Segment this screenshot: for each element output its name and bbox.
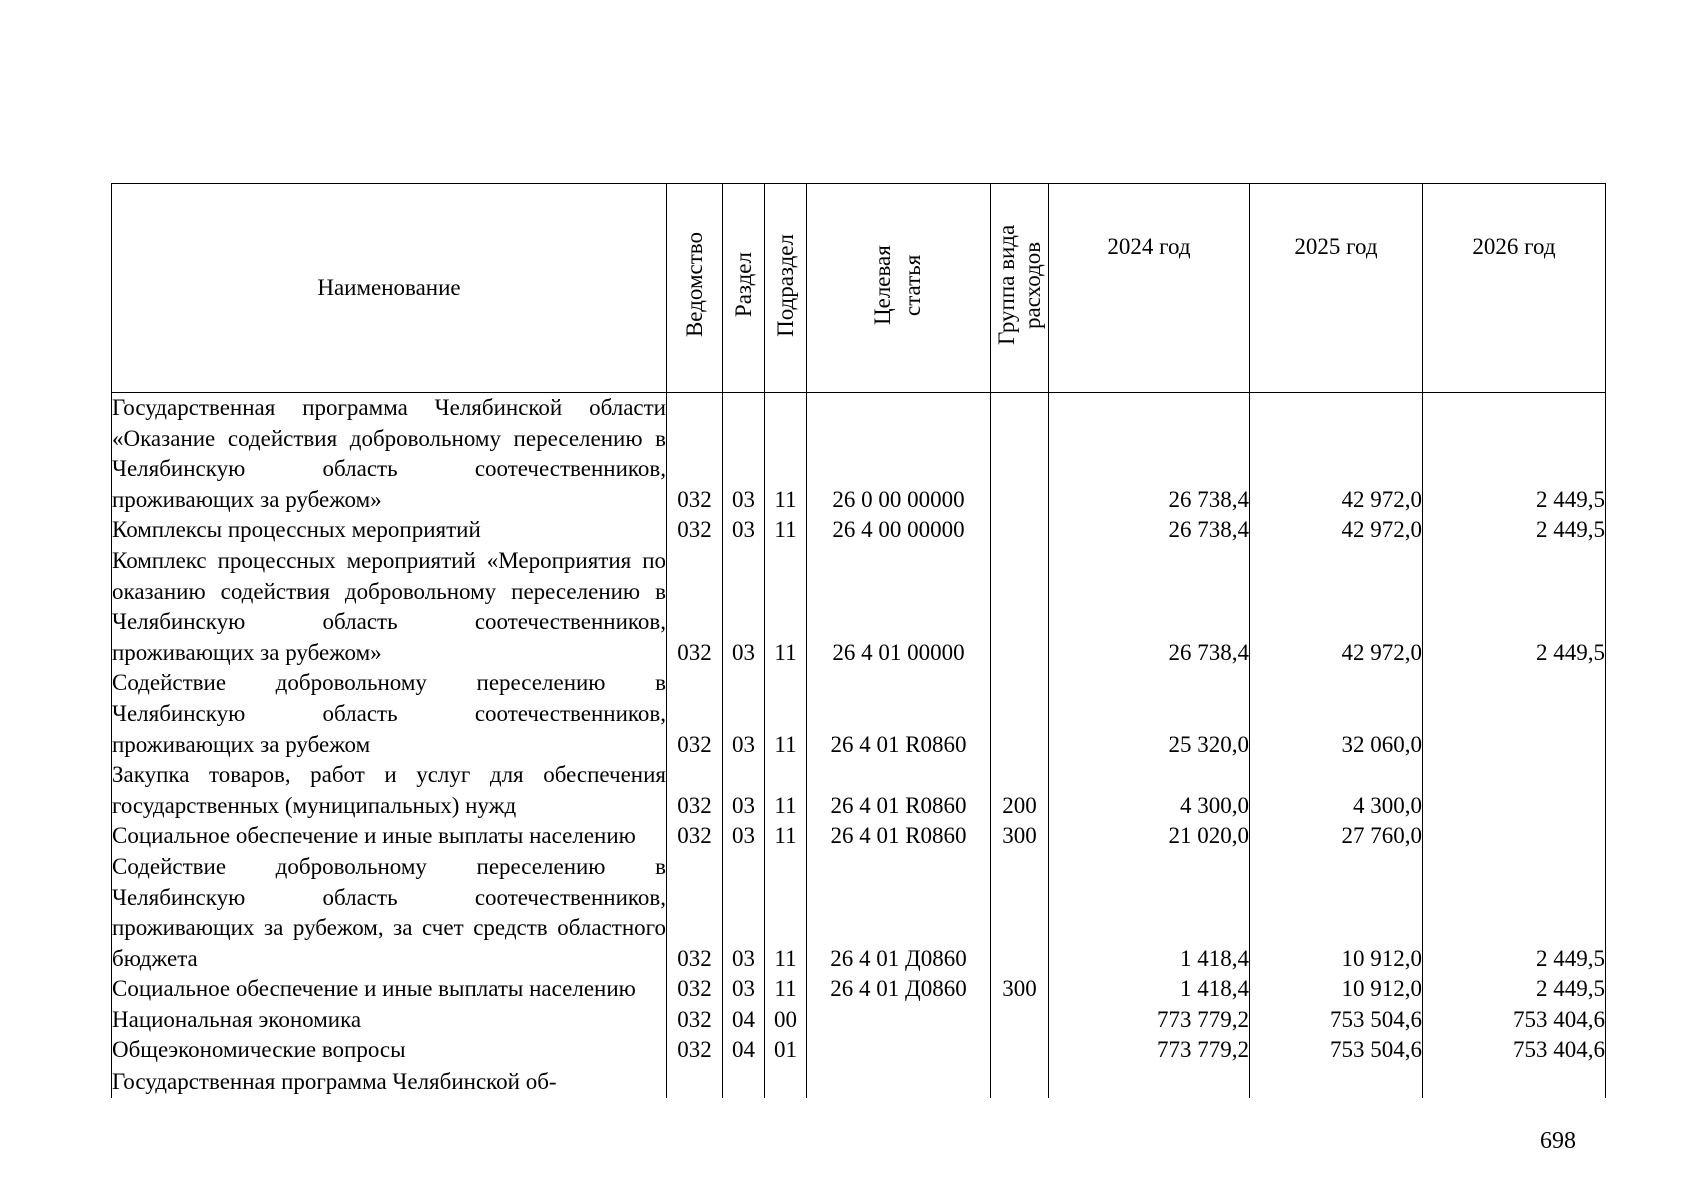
razdel-cell: [723, 1066, 765, 1098]
table-row: [112, 393, 1606, 516]
y2024-cell: 21 020,0: [1049, 821, 1250, 852]
budget-table: [111, 183, 1606, 1098]
header-gruppa: Группа вида расходов: [991, 184, 1049, 393]
vedomstvo-cell: 032: [667, 668, 723, 760]
header-2026: 2026 год: [1423, 184, 1606, 393]
podrazdel-cell: 11: [765, 821, 807, 852]
y2026-cell: [1423, 1066, 1606, 1098]
gruppa-cell: [991, 852, 1049, 974]
gruppa-cell: [991, 515, 1049, 546]
header-celevaya: Целевая статья: [807, 184, 991, 393]
header-2024: 2024 год: [1049, 184, 1250, 393]
name-cell: Комплекс процессных мероприятий «Мероприятия по оказанию содействия добровольному переселению в Челябинскую область соотечественников, проживающих за рубежом»: [112, 546, 667, 668]
podrazdel-cell: 00: [765, 1005, 807, 1036]
gruppa-cell: [991, 1066, 1049, 1098]
razdel-cell: 03: [723, 852, 765, 974]
y2024-cell: 1 418,4: [1049, 974, 1250, 1005]
podrazdel-cell: 11: [765, 668, 807, 760]
y2025-cell: 753 504,6: [1250, 1035, 1423, 1066]
gruppa-cell: [991, 393, 1049, 516]
y2024-cell: [1049, 1066, 1250, 1098]
name-cell: Комплексы процессных мероприятий: [112, 515, 667, 546]
table-row: [112, 546, 1606, 668]
y2026-cell: 2 449,5: [1423, 852, 1606, 974]
y2025-cell: 32 060,0: [1250, 668, 1423, 760]
header-razdel: Раздел: [723, 184, 765, 393]
celevaya-cell: 26 4 01 R0860: [807, 760, 991, 821]
name-cell: Государственная программа Челябинской области «Оказание содействия добровольному переселению в Челябинскую область соотечественников, проживающих за рубежом»: [112, 393, 667, 516]
celevaya-cell: [807, 1035, 991, 1066]
y2024-cell: 25 320,0: [1049, 668, 1250, 760]
y2025-cell: 42 972,0: [1250, 393, 1423, 516]
vedomstvo-cell: 032: [667, 1035, 723, 1066]
name-cell: Содействие добровольному переселению в Челябинскую область соотечественников, проживающих за рубежом, за счет средств областного бюджета: [112, 852, 667, 974]
razdel-cell: 03: [723, 974, 765, 1005]
y2025-cell: 4 300,0: [1250, 760, 1423, 821]
y2025-cell: [1250, 1066, 1423, 1098]
table-row: [112, 1035, 1606, 1066]
table-row: [112, 1066, 1606, 1098]
razdel-cell: 03: [723, 821, 765, 852]
celevaya-cell: 26 4 01 R0860: [807, 668, 991, 760]
podrazdel-cell: [765, 1066, 807, 1098]
celevaya-cell: 26 4 01 R0860: [807, 821, 991, 852]
podrazdel-cell: 11: [765, 760, 807, 821]
razdel-cell: 04: [723, 1035, 765, 1066]
razdel-cell: 03: [723, 546, 765, 668]
header-2025: 2025 год: [1250, 184, 1423, 393]
gruppa-cell: 300: [991, 974, 1049, 1005]
y2025-cell: 42 972,0: [1250, 515, 1423, 546]
y2024-cell: 26 738,4: [1049, 546, 1250, 668]
table-row: [112, 760, 1606, 821]
vedomstvo-cell: 032: [667, 1005, 723, 1036]
y2026-cell: 2 449,5: [1423, 546, 1606, 668]
y2026-cell: 753 404,6: [1423, 1035, 1606, 1066]
podrazdel-cell: 01: [765, 1035, 807, 1066]
razdel-cell: 03: [723, 668, 765, 760]
name-cell: Социальное обеспечение и иные выплаты населению: [112, 821, 667, 852]
name-cell: Общеэкономические вопросы: [112, 1035, 667, 1066]
page-number: 698: [1540, 1128, 1576, 1154]
gruppa-cell: [991, 546, 1049, 668]
table-row: [112, 515, 1606, 546]
y2025-cell: 10 912,0: [1250, 974, 1423, 1005]
name-cell: Закупка товаров, работ и услуг для обеспечения государственных (муниципальных) нужд: [112, 760, 667, 821]
y2026-cell: 2 449,5: [1423, 515, 1606, 546]
header-vedomstvo: Ведомство: [667, 184, 723, 393]
razdel-cell: 04: [723, 1005, 765, 1036]
table-row: [112, 821, 1606, 852]
vedomstvo-cell: 032: [667, 821, 723, 852]
name-cell: Содействие добровольному переселению в Челябинскую область соотечественников, проживающих за рубежом: [112, 668, 667, 760]
y2026-cell: [1423, 760, 1606, 821]
y2026-cell: 753 404,6: [1423, 1005, 1606, 1036]
gruppa-cell: 300: [991, 821, 1049, 852]
y2026-cell: [1423, 821, 1606, 852]
y2025-cell: 42 972,0: [1250, 546, 1423, 668]
y2024-cell: 773 779,2: [1049, 1005, 1250, 1036]
header-podrazdel: Подраздел: [765, 184, 807, 393]
podrazdel-cell: 11: [765, 852, 807, 974]
y2024-cell: 4 300,0: [1049, 760, 1250, 821]
y2025-cell: 10 912,0: [1250, 852, 1423, 974]
y2026-cell: [1423, 668, 1606, 760]
header-name: Наименование: [112, 184, 667, 393]
gruppa-cell: [991, 668, 1049, 760]
y2024-cell: 1 418,4: [1049, 852, 1250, 974]
razdel-cell: 03: [723, 393, 765, 516]
vedomstvo-cell: [667, 1066, 723, 1098]
name-cell: Государственная программа Челябинской об-: [112, 1066, 667, 1098]
vedomstvo-cell: 032: [667, 546, 723, 668]
celevaya-cell: [807, 1005, 991, 1036]
vedomstvo-cell: 032: [667, 852, 723, 974]
vedomstvo-cell: 032: [667, 515, 723, 546]
celevaya-cell: 26 0 00 00000: [807, 393, 991, 516]
header-row: [112, 184, 1606, 393]
y2025-cell: 753 504,6: [1250, 1005, 1423, 1036]
table-row: [112, 852, 1606, 974]
celevaya-cell: 26 4 00 00000: [807, 515, 991, 546]
vedomstvo-cell: 032: [667, 974, 723, 1005]
y2025-cell: 27 760,0: [1250, 821, 1423, 852]
podrazdel-cell: 11: [765, 974, 807, 1005]
razdel-cell: 03: [723, 515, 765, 546]
y2024-cell: 26 738,4: [1049, 515, 1250, 546]
name-cell: Социальное обеспечение и иные выплаты населению: [112, 974, 667, 1005]
celevaya-cell: 26 4 01 00000: [807, 546, 991, 668]
podrazdel-cell: 11: [765, 515, 807, 546]
celevaya-cell: [807, 1066, 991, 1098]
table-row: [112, 668, 1606, 760]
y2026-cell: 2 449,5: [1423, 974, 1606, 1005]
podrazdel-cell: 11: [765, 546, 807, 668]
gruppa-cell: [991, 1005, 1049, 1036]
podrazdel-cell: 11: [765, 393, 807, 516]
table-row: [112, 974, 1606, 1005]
y2024-cell: 773 779,2: [1049, 1035, 1250, 1066]
gruppa-cell: [991, 1035, 1049, 1066]
celevaya-cell: 26 4 01 Д0860: [807, 852, 991, 974]
razdel-cell: 03: [723, 760, 765, 821]
vedomstvo-cell: 032: [667, 393, 723, 516]
gruppa-cell: 200: [991, 760, 1049, 821]
table-row: [112, 1005, 1606, 1036]
y2024-cell: 26 738,4: [1049, 393, 1250, 516]
name-cell: Национальная экономика: [112, 1005, 667, 1036]
celevaya-cell: 26 4 01 Д0860: [807, 974, 991, 1005]
vedomstvo-cell: 032: [667, 760, 723, 821]
y2026-cell: 2 449,5: [1423, 393, 1606, 516]
